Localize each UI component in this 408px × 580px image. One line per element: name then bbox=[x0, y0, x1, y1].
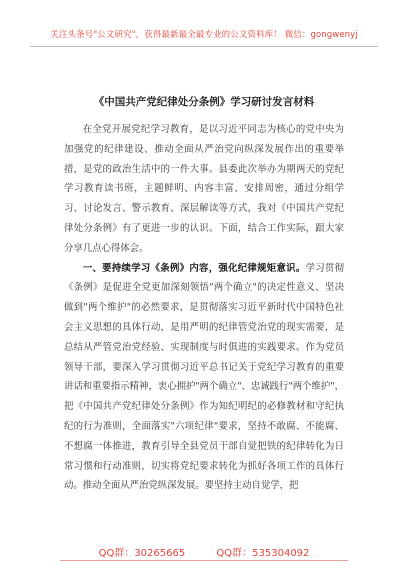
promo-header bbox=[0, 0, 408, 50]
intro-paragraph: 在全党开展党纪学习教育，是以习近平同志为核心的党中央为加强党的纪律建设、推动全面从严治党向纵深发展作出的重要举措，是党的政治生活中的一件大事。县委此次举办为期两天的党纪学习教育读书班，主题鲜明、内容丰富、安排周密，通过分组学习、讨论发言、警示教育、深层解读等方式，我对《中国共产党纪律处分条例》有了更进一步的认识。下面，结合工作实际，跟大家分享几点心得体会。 bbox=[64, 124, 344, 254]
document-body bbox=[64, 120, 344, 496]
section-1-paragraph bbox=[64, 259, 344, 497]
promo-header-text: 关注头条号"公文研究"，获得最新最全最专业的公文资料库！ 微信：gongwenyj bbox=[50, 30, 358, 40]
section-1-text: 学习贯彻《条例》是促进全党更加深刻领悟"两个确立"的决定性意义、坚决做到"两个维护"的必然要求，是贯彻落实习近平新时代中国特色社会主义思想的具体行动，是用严明的纪律管党治党的现实需要，是总结从严管党治党经验、实现制度与时俱进的实践要求。作为党员领导干部，要深入学习贯彻习近平总书记关于党纪学习教育的重要讲话和重要指示精神，衷心拥护"两个确立"、忠诚践行"两个维护"，把《中国共产党纪律处分条例》作为知纪明纪的必修教材和守纪执纪的行为准则，全面落实"六项纪律"要求，坚持不敢腐、不能腐、不想腐一体推进，教育引导全县党员干部自觉把铁的纪律转化为日常习惯和行动准则，切实将党纪要求转化为抓好各项工作的具体行动。推动全面从严治党纵深发展。要坚持主动自觉学，把 bbox=[64, 262, 344, 492]
qq-group-footer bbox=[0, 544, 408, 559]
footer-divider bbox=[60, 560, 348, 561]
qq-group-2: QQ群：535304092 bbox=[216, 548, 310, 559]
section-1-heading: 一、要持续学习《条例》内容，强化纪律规矩意识。 bbox=[82, 262, 306, 274]
document-title: 《中国共产党纪律处分条例》学习研讨发言材料 bbox=[93, 96, 315, 108]
qq-group-1: QQ群：30265665 bbox=[98, 548, 186, 559]
header-divider bbox=[30, 46, 378, 47]
